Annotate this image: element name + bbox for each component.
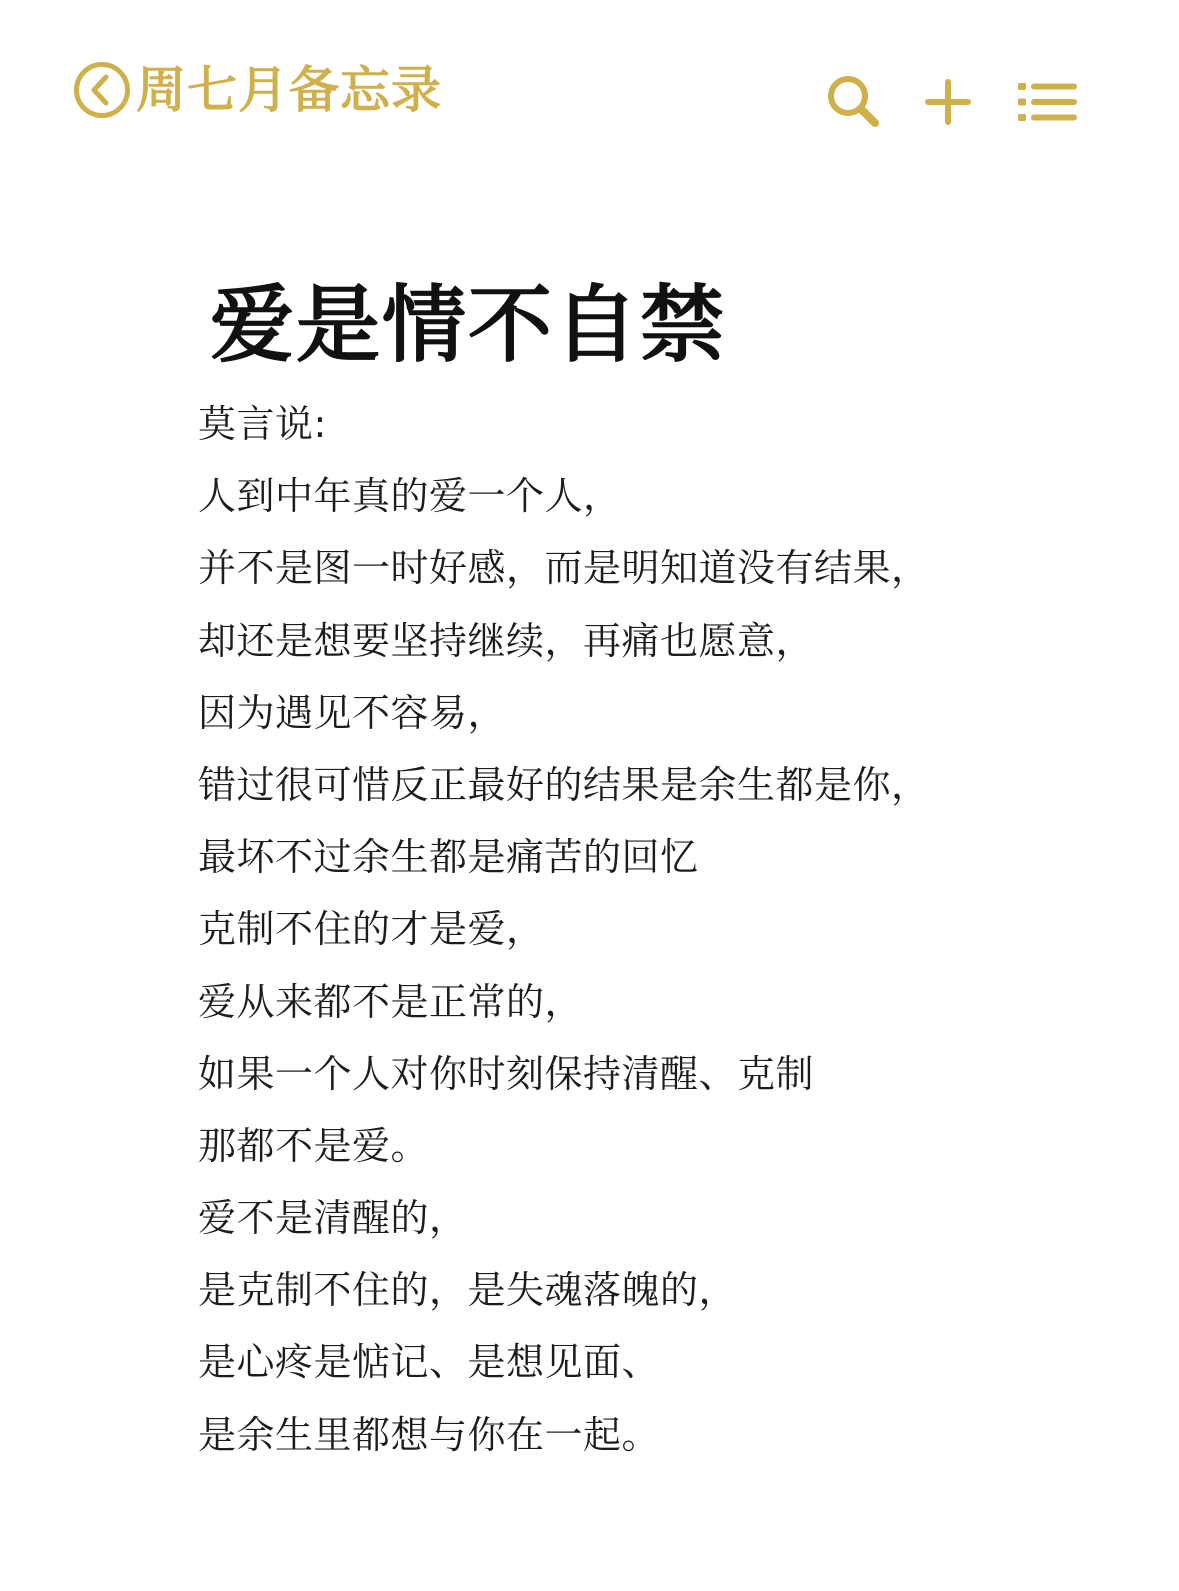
note-line: 是心疼是惦记、是想见面、 bbox=[198, 1340, 661, 1385]
search-icon bbox=[820, 68, 888, 136]
chevron-left-circle-icon bbox=[72, 60, 132, 120]
list-icon bbox=[1012, 68, 1080, 136]
note-line: 莫言说: bbox=[198, 402, 327, 446]
note-line: 最坏不过余生都是痛苦的回忆 bbox=[198, 835, 699, 880]
note-line: 却还是想要坚持继续，再痛也愿意， bbox=[198, 618, 815, 663]
note-line: 是余生里都想与你在一起。 bbox=[198, 1412, 661, 1457]
back-label: 周七月备忘录 bbox=[136, 61, 442, 119]
note-line: 克制不住的才是爱， bbox=[198, 907, 545, 952]
note-line: 爱从来都不是正常的， bbox=[198, 979, 584, 1024]
navigation-bar bbox=[0, 0, 1179, 190]
note-line: 人到中年真的爱一个人， bbox=[198, 474, 622, 519]
note-body bbox=[198, 388, 1098, 1471]
note-line: 错过很可惜反正最好的结果是余生都是你， bbox=[198, 762, 930, 807]
add-button[interactable] bbox=[914, 68, 982, 136]
note-line: 如果一个人对你时刻保持清醒、克制 bbox=[198, 1051, 815, 1096]
note-line: 是克制不住的，是失魂落魄的， bbox=[198, 1268, 738, 1313]
note-line: 因为遇见不容易， bbox=[198, 690, 507, 735]
note-line: 并不是图一时好感，而是明知道没有结果， bbox=[198, 546, 930, 591]
search-button[interactable] bbox=[820, 68, 888, 136]
note-title: 爱是情不自禁 bbox=[210, 276, 727, 375]
plus-icon bbox=[914, 68, 982, 136]
note-line: 那都不是爱。 bbox=[198, 1123, 430, 1168]
back-button[interactable] bbox=[72, 58, 442, 122]
menu-button[interactable] bbox=[1012, 68, 1080, 136]
note-line: 爱不是清醒的， bbox=[198, 1196, 468, 1241]
